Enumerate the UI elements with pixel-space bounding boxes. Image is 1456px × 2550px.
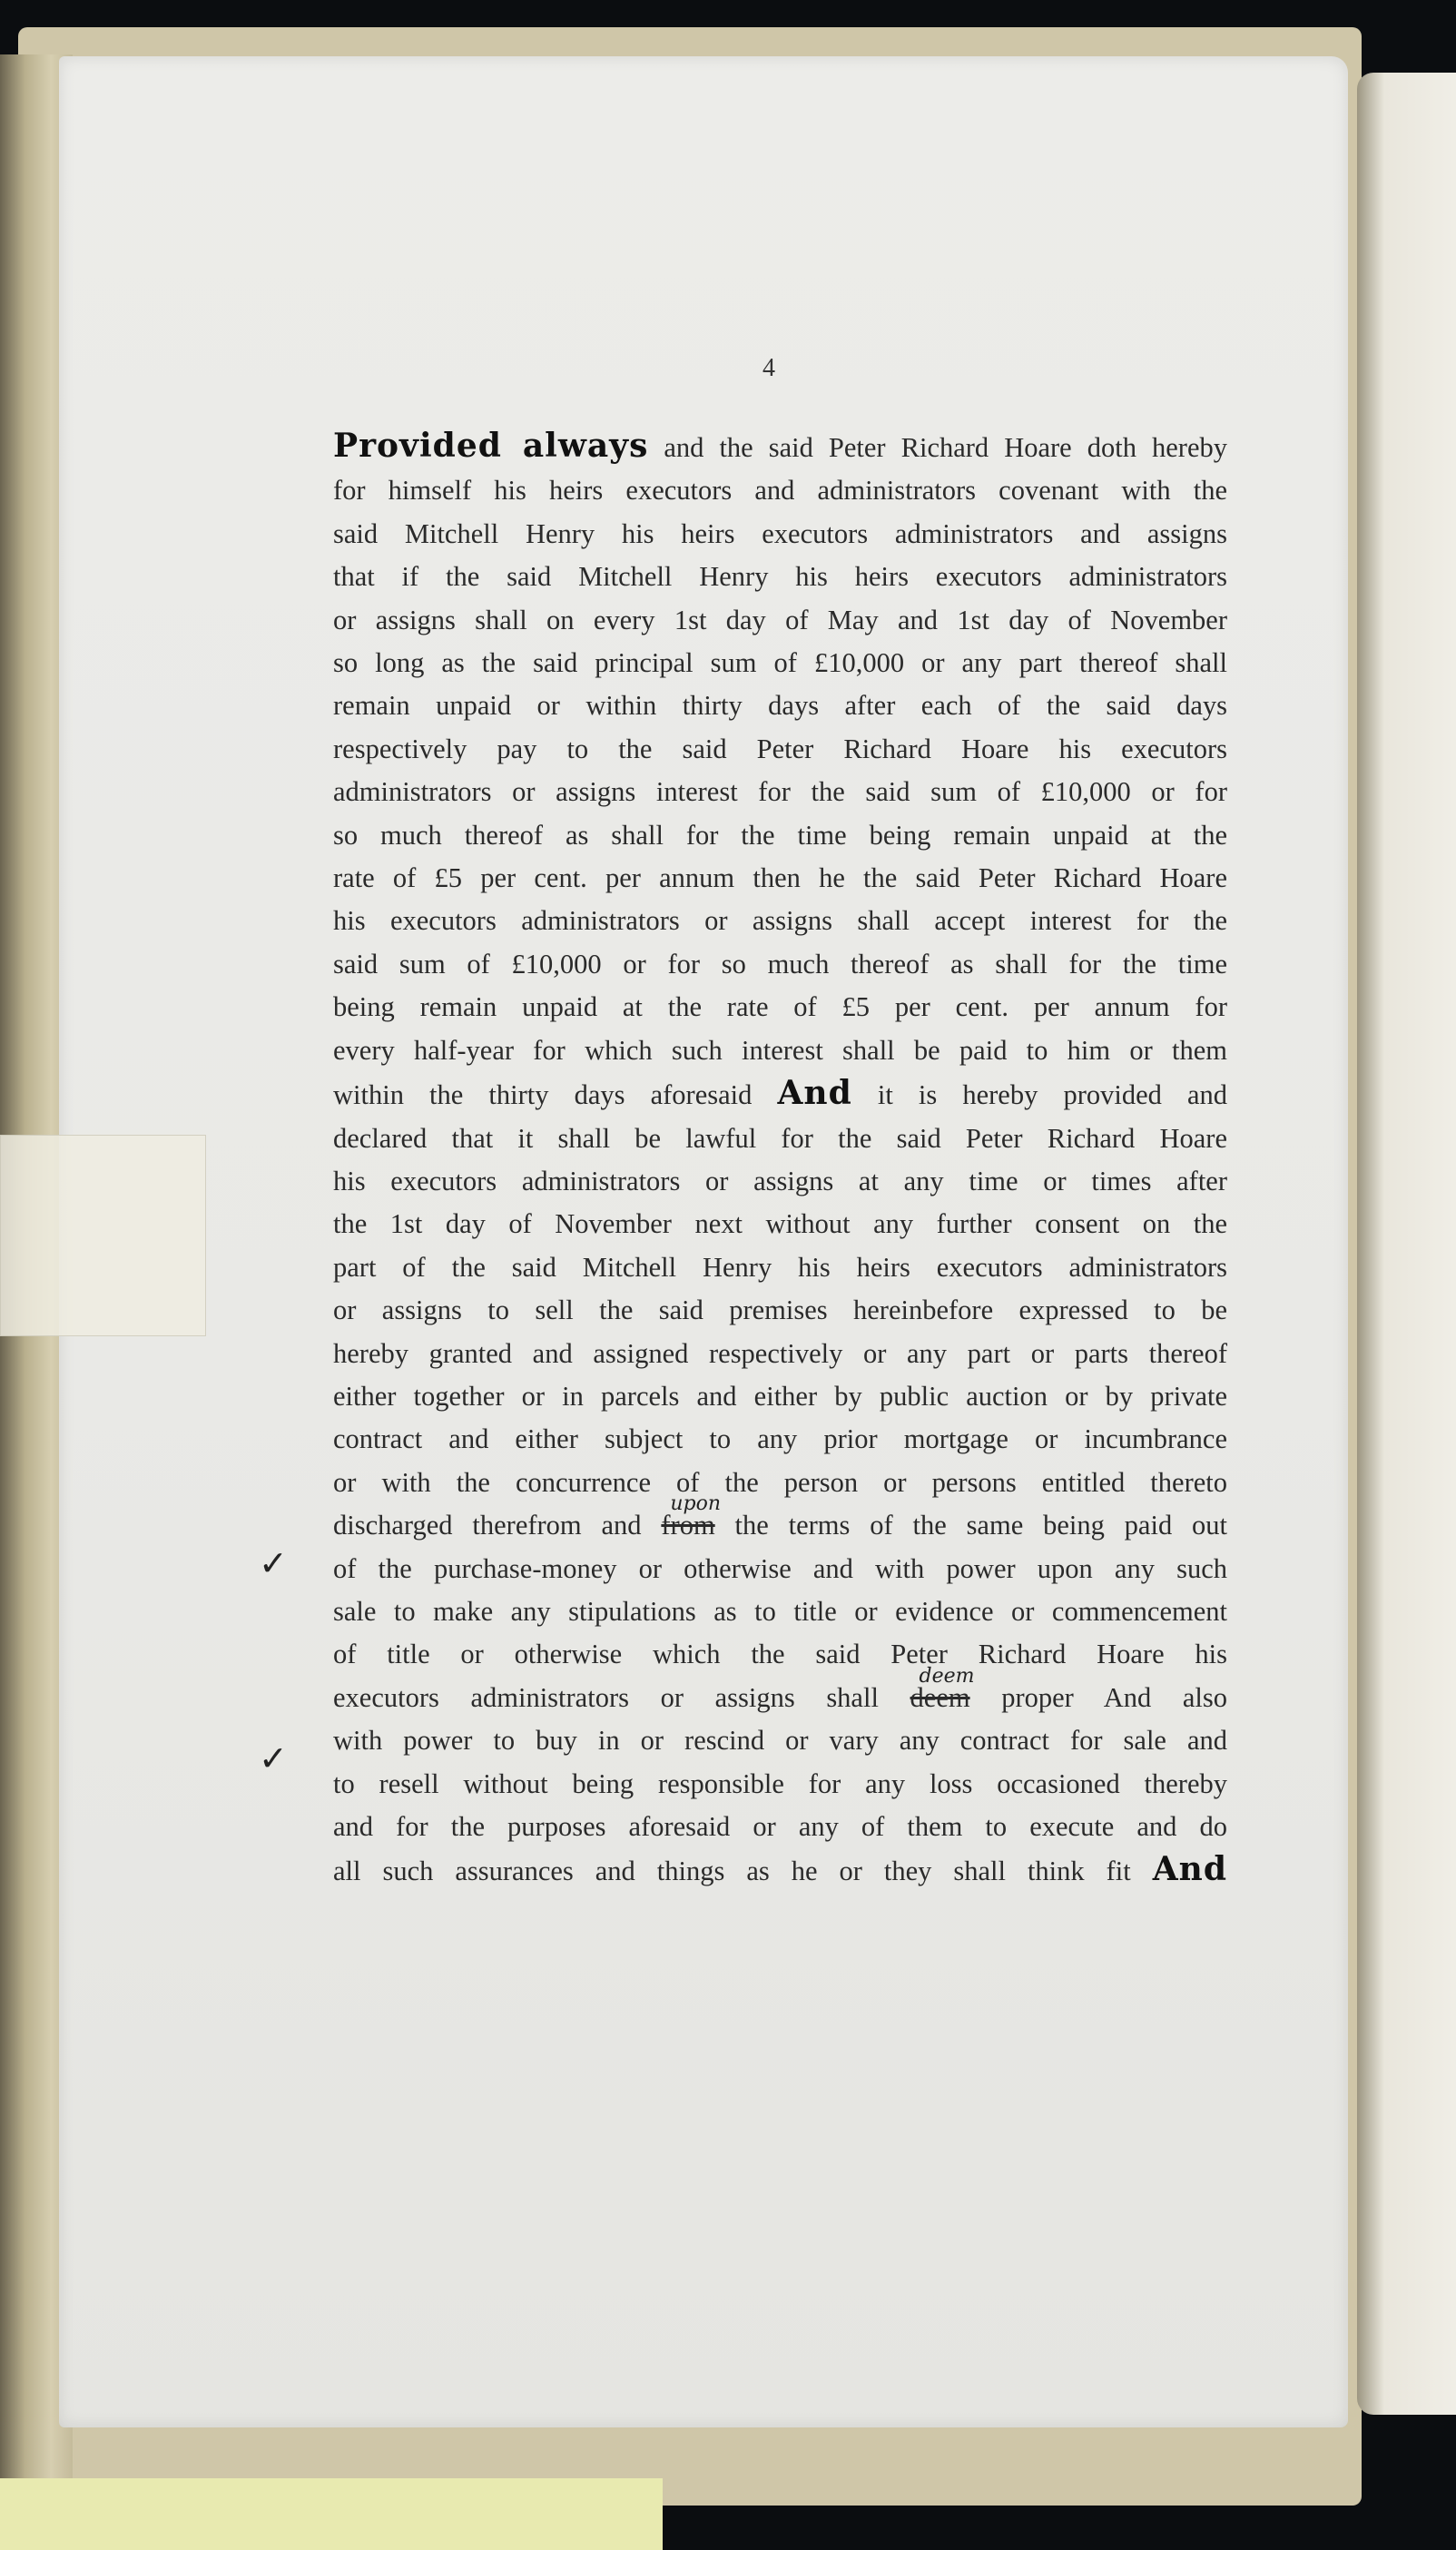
handwritten-correction <box>661 1492 722 1547</box>
text-line: said sum of £10,000 or for so much thereof as shall for the time <box>333 948 1227 980</box>
text-line: either together or in parcels and either by public auction or by private <box>333 1380 1227 1412</box>
text-line: respectively pay to the said Peter Richard Hoare his executors <box>333 733 1227 764</box>
text-line: being remain unpaid at the rate of £5 per cent. per annum for <box>333 991 1227 1023</box>
struck-word: from <box>661 1510 715 1541</box>
page-number: 4 <box>762 354 775 382</box>
blackletter-and: And <box>1152 1850 1227 1889</box>
deed-body-text <box>333 425 1227 1894</box>
text-line: of the purchase-money or otherwise and with power upon any such <box>333 1552 1227 1584</box>
text-line: declared that it shall be lawful for the said Peter Richard Hoare <box>333 1122 1227 1154</box>
tape-strip <box>0 1135 206 1336</box>
text-line: remain unpaid or within thirty days after each of the said days <box>333 690 1227 722</box>
blackletter-heading: Provided always <box>333 427 649 465</box>
struck-word: deem <box>910 1681 970 1713</box>
inserted-word: upon <box>670 1492 722 1516</box>
text-line: said Mitchell Henry his heirs executors administrators and assigns <box>333 517 1227 549</box>
text-line: of title or otherwise which the said Peter Richard Hoare his <box>333 1639 1227 1670</box>
text-line: administrators or assigns interest for the said sum of £10,000 or for <box>333 776 1227 808</box>
text-line: or assigns to sell the said premises hereinbefore expressed to be <box>333 1295 1227 1326</box>
text-line: sale to make any stipulations as to title or evidence or commencement <box>333 1595 1227 1627</box>
text-line: or assigns shall on every 1st day of May and 1st day of November <box>333 604 1227 635</box>
sticker-label <box>0 2478 663 2550</box>
text-line: the 1st day of November next without any further consent on the <box>333 1208 1227 1240</box>
check-mark-icon: ✓ <box>259 1543 288 1583</box>
text-line: part of the said Mitchell Henry his heirs executors administrators <box>333 1251 1227 1283</box>
text-line: his executors administrators or assigns shall accept interest for the <box>333 905 1227 937</box>
text-line: executors administrators or assigns shall deem deem proper And also <box>333 1677 1227 1719</box>
text-line: that if the said Mitchell Henry his heirs executors administrators <box>333 561 1227 593</box>
text-line: every half-year for which such interest shall be paid to him or them <box>333 1034 1227 1066</box>
text-line: Provided always and the said Peter Richard Hoare doth hereby <box>333 427 1227 465</box>
text-line: his executors administrators or assigns at any time or times after <box>333 1165 1227 1196</box>
text-line: so long as the said principal sum of £10,000 or any part thereof shall <box>333 647 1227 679</box>
text-line: within the thirty days aforesaid And it is hereby provided and <box>333 1074 1228 1113</box>
blackletter-and: And <box>777 1074 852 1113</box>
text-line: rate of £5 per cent. per annum then he the said Peter Richard Hoare <box>333 862 1227 894</box>
text-line: discharged therefrom and from upon the terms of the same being paid out <box>333 1504 1227 1547</box>
text-line: hereby granted and assigned respectively or any part or parts thereof <box>333 1337 1227 1369</box>
text-line: to resell without being responsible for any loss occasioned thereby <box>333 1767 1227 1799</box>
text-line: with power to buy in or rescind or vary any contract for sale and <box>333 1725 1227 1757</box>
handwritten-correction <box>910 1664 975 1719</box>
text-line: all such assurances and things as he or they shall think fit And <box>333 1850 1227 1889</box>
text-line: contract and either subject to any prior mortgage or incumbrance <box>333 1423 1227 1455</box>
inserted-word: deem <box>919 1664 975 1688</box>
check-mark-icon: ✓ <box>259 1738 288 1778</box>
text-line: or with the concurrence of the person or persons entitled thereto <box>333 1466 1227 1498</box>
text-line: so much thereof as shall for the time being remain unpaid at the <box>333 819 1227 851</box>
text-line: for himself his heirs executors and administrators covenant with the <box>333 475 1227 507</box>
text-line: and for the purposes aforesaid or any of them to execute and do <box>333 1811 1227 1842</box>
facing-page-edge <box>1357 73 1456 2415</box>
